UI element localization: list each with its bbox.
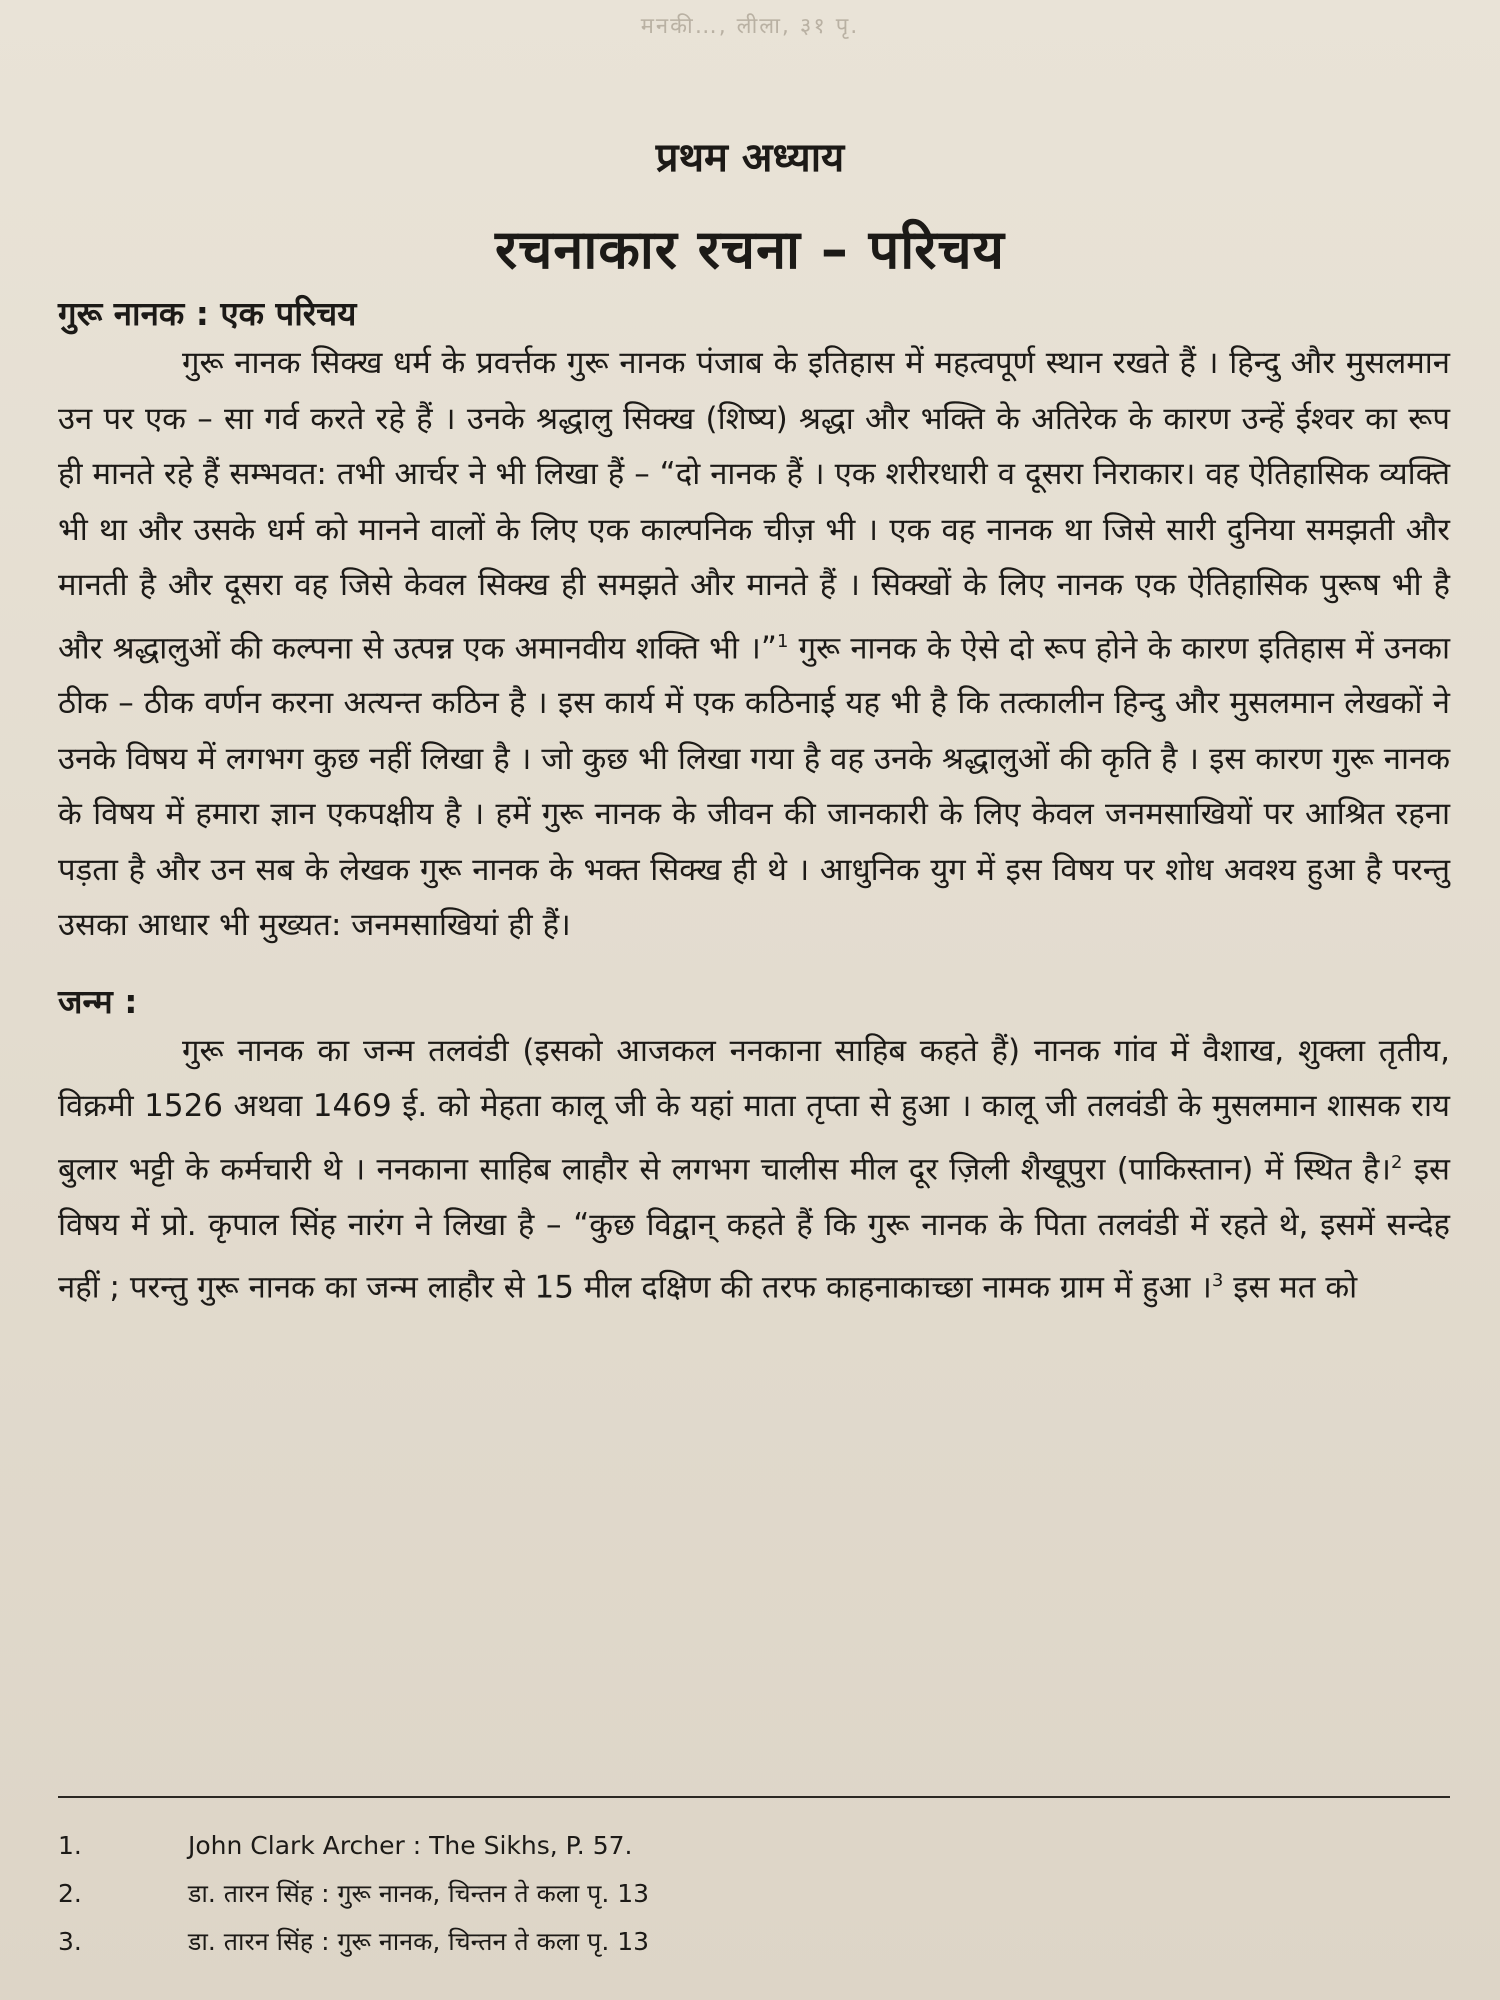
footnotes: [58, 1822, 1450, 1966]
section-heading-birth: जन्म :: [58, 981, 138, 1021]
footnote-text: डा. तारन सिंह : गुरू नानक, चिन्तन ते कला पृ. 13: [188, 1879, 650, 1908]
footnote-ref-2[interactable]: 2: [1391, 1151, 1403, 1173]
paragraph-text: गुरू नानक सिक्ख धर्म के प्रवर्त्तक गुरू नानक पंजाब के इतिहास में महत्वपूर्ण स्थान रखते हैं । हिन्दु और मुसलमान उन पर एक – सा गर्व करते रहे हैं । उनके श्रद्धालु सिक्ख (शिष्य) श्रद्धा और भक्ति के अतिरेक के कारण उन्हें ईश्वर का रूप ही मानते रहे हैं सम्भवत: तभी आर्चर ने भी लिखा हैं – “दो नानक हैं । एक शरीरधारी व दूसरा निराकार। वह ऐतिहासिक व्यक्ति भी था और उसके धर्म को मानने वालों के लिए एक काल्पनिक चीज़ भी । एक वह नानक था जिसे सारी दुनिया समझती और मानती है और दूसरा वह जिसे केवल सिक्ख ही समझते और मानते हैं । सिक्खों के लिए नानक एक ऐतिहासिक पुरूष भी है और श्रद्धालुओं की कल्पना से उत्पन्न एक अमानवीय शक्ति भी ।”: [58, 345, 1450, 666]
paragraph-text: गुरू नानक का जन्म तलवंडी (इसको आजकल ननकाना साहिब कहते हैं) नानक गांव में वैशाख, शुक्ला तृतीय, विक्रमी 1526 अथवा 1469 ई. को मेहता कालू जी के यहां माता तृप्ता से हुआ । कालू जी तलवंडी के मुसलमान शासक राय बुलार भट्टी के कर्मचारी थे । ननकाना साहिब लाहौर से लगभग चालीस मील दूर ज़िली शैखूपुरा (पाकिस्तान) में स्थित है।: [58, 1032, 1450, 1188]
footnote-ref-1[interactable]: 1: [776, 630, 789, 652]
footnote-ref-3[interactable]: 3: [1211, 1270, 1224, 1292]
footnote-number: 1.: [58, 1831, 82, 1860]
footnote-item: [58, 1822, 1450, 1870]
footnote-item: [58, 1870, 1450, 1918]
chapter-number-label: प्रथम अध्याय: [655, 135, 845, 181]
paragraph-text: गुरू नानक के ऐसे दो रूप होने के कारण इतिहास में उनका ठीक – ठीक वर्णन करना अत्यन्त कठिन है । इस कार्य में एक कठिनाई यह भी है कि तत्कालीन हिन्दु और मुसलमान लेखकों ने उनके विषय में लगभग कुछ नहीं लिखा है । जो कुछ भी लिखा गया है वह उनके श्रद्धालुओं की कृति है । इस कारण गुरू नानक के विषय में हमारा ज्ञान एकपक्षीय है । हमें गुरू नानक के जीवन की जानकारी के लिए केवल जनमसाखियों पर आश्रित रहना पड़ता है और उन सब के लेखक गुरू नानक के भक्त सिक्ख ही थे । आधुनिक युग में इस विषय पर शोध अवश्य हुआ है परन्तु उसका आधार भी मुख्यत: जनमसाखियां ही हैं।: [58, 629, 1450, 944]
paragraph-birth: [58, 1024, 1450, 1316]
paragraph-text: इस विषय में प्रो. कृपाल सिंह नारंग ने लिखा है – “कुछ विद्वान् कहते हैं कि गुरू नानक के पिता तलवंडी में रहते थे, इसमें सन्देह नहीं ; परन्तु गुरू नानक का जन्म लाहौर से 15 मील दक्षिण की तरफ काहनाकाच्छा नामक ग्राम में हुआ ।: [58, 1151, 1451, 1306]
running-head-bleedthrough: मनकी…, लीला, ३१ पृ.: [640, 14, 860, 39]
footnote-item: [58, 1918, 1450, 1966]
paragraph-text: इस मत को: [1223, 1269, 1358, 1306]
footnote-number: 2.: [58, 1879, 82, 1908]
paragraph-introduction: [58, 336, 1450, 954]
footnote-number: 3.: [58, 1927, 82, 1956]
page-body: [58, 292, 1450, 1316]
footnote-text: John Clark Archer : The Sikhs, P. 57.: [188, 1831, 633, 1860]
footnote-text: डा. तारन सिंह : गुरू नानक, चिन्तन ते कला पृ. 13: [188, 1927, 650, 1956]
footnote-divider: [58, 1796, 1450, 1798]
chapter-title: रचनाकार रचना – परिचय: [495, 218, 1005, 281]
section-heading-introduction: गुरू नानक : एक परिचय: [58, 294, 357, 333]
